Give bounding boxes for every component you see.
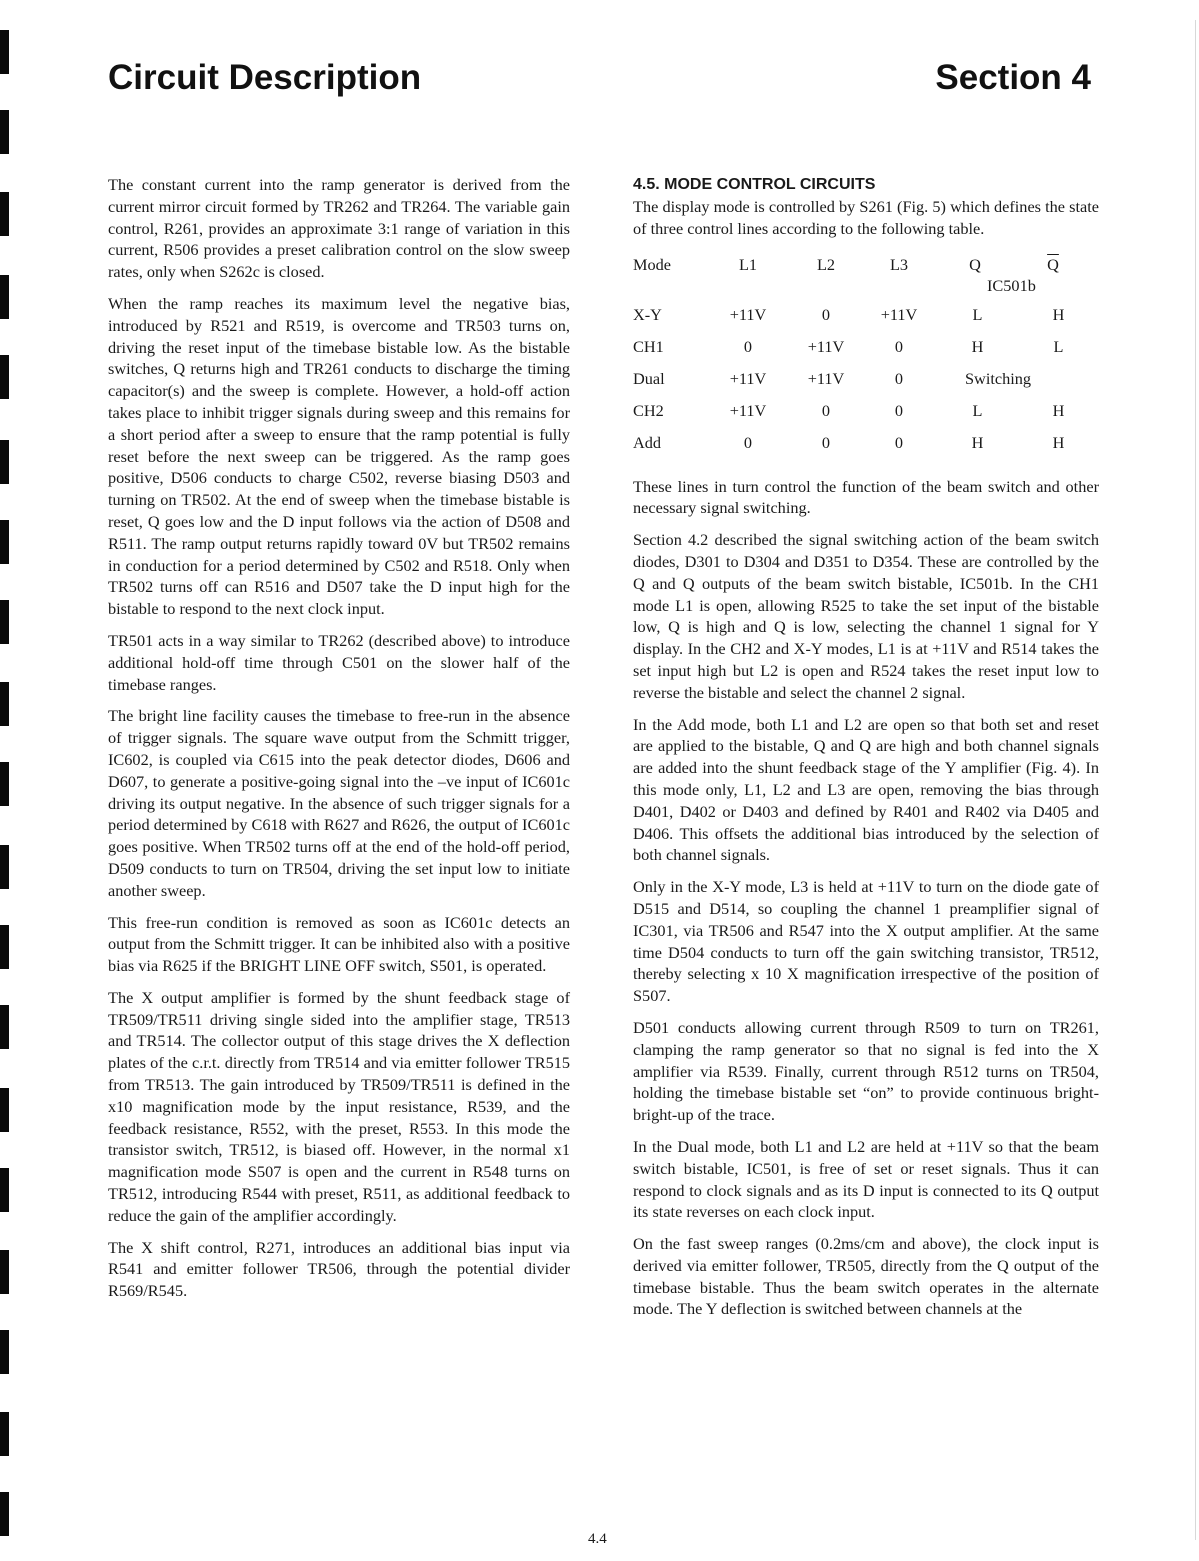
binder-mark	[0, 1250, 9, 1294]
table-row	[633, 304, 1099, 336]
table-cell: +11V	[807, 336, 845, 356]
table-subheader: IC501b	[987, 276, 1036, 296]
table-header: Mode	[633, 254, 671, 274]
paragraph: The X shift control, R271, introduces an additional bias input via R541 and emitter follower TR506, through the potential divider R569/R545.	[108, 1237, 570, 1301]
binder-mark	[0, 1330, 9, 1374]
table-header: L2	[816, 254, 836, 274]
table-cell: 0	[821, 432, 831, 452]
page-title: Circuit Description	[108, 58, 422, 97]
table-cell: +11V	[729, 368, 767, 388]
binder-mark	[0, 1005, 9, 1049]
table-header: L3	[889, 254, 909, 274]
binder-mark	[0, 440, 9, 484]
table-cell: H	[1052, 304, 1065, 324]
paragraph: This free-run condition is removed as soon as IC601c detects an output from the Schmitt trigger. It can be inhibited also with a positive bias via R625 if the BRIGHT LINE OFF switch, S501, is operated.	[108, 912, 570, 976]
section-heading: 4.5. MODE CONTROL CIRCUITS	[633, 176, 876, 193]
table-cell: L	[972, 400, 983, 420]
table-cell: 0	[743, 432, 753, 452]
table-cell: L	[972, 304, 983, 324]
table-row	[633, 432, 1099, 464]
paragraph: The X output amplifier is formed by the shunt feedback stage of TR509/TR511 driving single sided into the amplifier stage, TR513 and TR514. The collector output of this stage drives the X deflection plates of the c.r.t. directly from TR514 and via emitter follower TR515 from TR513. The gain introduced by TR509/TR511 is defined in the x10 magnification mode by the input resistance, R539, and the feedback resistance, R552, with the preset, R553. In this mode the transistor switch, TR512, is biased off. However, in the normal x1 magnification mode S507 is open and the current in R548 turns on TR512, introducing R544 with preset, R511, as additional feedback to reduce the gain of the amplifier accordingly.	[108, 987, 570, 1225]
table-header-row	[633, 254, 1099, 304]
left-column	[108, 174, 570, 1312]
page-number: 4.4	[588, 1531, 607, 1547]
table-cell: CH2	[633, 400, 664, 420]
table-cell: Dual	[633, 368, 665, 388]
table-row	[633, 336, 1099, 368]
table-row	[633, 368, 1099, 400]
table-cell: Switching	[965, 368, 1032, 388]
table-row	[633, 400, 1099, 432]
table-cell: 0	[743, 336, 753, 356]
table-cell: +11V	[729, 304, 767, 324]
binder-mark	[0, 110, 9, 154]
paragraph: On the fast sweep ranges (0.2ms/cm and above), the clock input is derived via emitter follower, TR505, directly from the Q output of the timebase bistable. Thus the beam switch operates in the alternate mode. The Y deflection is switched between channels at the	[633, 1234, 1099, 1319]
table-cell: +11V	[807, 368, 845, 388]
paragraph: Only in the X-Y mode, L3 is held at +11V to turn on the diode gate of D515 and D514, so coupling the channel 1 preamplifier signal of IC301, via TR506 and R547 into the X output amplifier. At the same time D504 conducts to turn off the gain switching transistor, TR512, thereby selecting x 10 X magnification irrespective of the position of S507.	[633, 877, 1099, 1006]
table-cell: 0	[821, 400, 831, 420]
table-cell: 0	[894, 336, 904, 356]
table-header-q-group	[937, 254, 1099, 304]
paragraph: TR501 acts in a way similar to TR262 (described above) to introduce additional hold-off time through C501 on the slower half of the timebase ranges.	[108, 630, 570, 694]
table-cell: 0	[821, 304, 831, 324]
paragraph: These lines in turn control the function of the beam switch and other necessary signal switching.	[633, 476, 1099, 518]
table-cell: 0	[894, 400, 904, 420]
binder-mark	[0, 925, 9, 969]
table-cell: +11V	[729, 400, 767, 420]
paragraph: The constant current into the ramp generator is derived from the current mirror circuit formed by TR262 and TR264. The variable gain control, R261, provides an approximate 3:1 range of variation in this current, R506 provides a preset calibration control on the slow sweep rates, only when S262c is closed.	[108, 175, 570, 282]
table-cell: H	[971, 336, 984, 356]
table-cell: L	[1053, 336, 1064, 356]
table-cell: X-Y	[633, 304, 662, 324]
table-header: $\overline{Q}$	[1047, 254, 1059, 274]
mode-table	[633, 254, 1099, 464]
table-header: L1	[738, 254, 758, 274]
binder-mark	[0, 1088, 9, 1132]
binder-mark	[0, 1412, 9, 1456]
paragraph: D501 conducts allowing current through R509 to turn on TR261, clamping the ramp generator so that no signal is fed into the X amplifier via R539. Finally, current through R512 turns on TR504, holding the timebase bistable set “on” to provide continuous bright-bright-up of the trace.	[633, 1017, 1099, 1125]
table-cell: H	[971, 432, 984, 452]
binder-mark	[0, 1168, 9, 1212]
table-cell: CH1	[633, 336, 664, 356]
table-cell: 0	[894, 432, 904, 452]
table-cell: H	[1052, 400, 1065, 420]
table-header: Q	[969, 254, 981, 274]
binder-mark	[0, 355, 9, 399]
section-label: Section 4	[935, 58, 1091, 97]
paragraph: When the ramp reaches its maximum level the negative bias, introduced by R521 and R519, is overcome and TR503 turns on, driving the reset input of the timebase bistable low. As the bistable switches, Q returns high and TR261 conducts to discharge the timing capacitor(s) and the sweep is complete. However, a hold-off action takes place to inhibit trigger signals during sweep and this remains for a short period after a sweep to ensure that the ramp potential is fully reset before the next sweep can be triggered. As the ramp goes positive, D506 conducts to charge C502, reverse biasing D503 and turning on TR502. At the end of sweep when the timebase bistable is reset, Q goes low and the D input follows via the action of D508 and R511. The ramp output returns rapidly toward 0V but TR502 remains in conduction for a period determined by C502 and R518. Only when TR502 turns off can R516 and D507 take the D input high for the bistable to respond to the next clock input.	[108, 293, 570, 619]
right-column	[633, 174, 1099, 1330]
paragraph: The bright line facility causes the timebase to free-run in the absence of trigger signals. The square wave output from the Schmitt trigger, IC602, is coupled via C615 into the peak detector diodes, D606 and D607, to generate a positive-going signal into the –ve input of IC601c driving its output negative. In the absence of such trigger signals for a period determined by C618 with R627 and R626, the output of IC601c goes positive. When TR502 turns off at the end of the hold-off period, D509 conducts to turn on TR504, driving the set input low to initiate another sweep.	[108, 706, 570, 900]
binder-mark	[0, 275, 9, 319]
paragraph: The display mode is controlled by S261 (Fig. 5) which defines the state of three control lines according to the following table.	[633, 197, 1099, 238]
binder-mark	[0, 682, 9, 726]
table-cell: 0	[894, 368, 904, 388]
table-cell: Add	[633, 432, 662, 452]
paragraph: In the Add mode, both L1 and L2 are open so that both set and reset are applied to the bistable, Q and Q are high and both channel signals are added into the shunt feedback stage of the Y amplifier (Fig. 4). In this mode only, L1, L2 and L3 are open, removing the bias through D401, D402 or D403 and defined by R401 and R402 via D405 and D406. This offsets the additional bias introduced by the selection of both channel signals.	[633, 714, 1099, 865]
binder-mark	[0, 30, 9, 74]
page-edge	[1195, 20, 1196, 1540]
binder-mark	[0, 845, 9, 889]
binder-mark	[0, 1492, 9, 1536]
table-cell: +11V	[880, 304, 918, 324]
paragraph: In the Dual mode, both L1 and L2 are held at +11V so that the beam switch bistable, IC501, is free of set or reset signals. Thus it can respond to clock signals and as its D input is connected to its Q output its state reverses on each clock input.	[633, 1136, 1099, 1222]
table-cell: H	[1052, 432, 1065, 452]
binder-mark	[0, 762, 9, 806]
binder-mark	[0, 192, 9, 236]
paragraph: Section 4.2 described the signal switching action of the beam switch diodes, D301 to D304 and D351 to D354. These are controlled by the Q and Q outputs of the beam switch bistable, IC501b. In the CH1 mode L1 is open, allowing R525 to take the set input of the bistable low, Q is high and Q is low, selecting the channel 1 signal for Y display. In the CH2 and X-Y modes, L1 is at +11V and R514 takes the set input high but L2 is open and R524 takes the reset input low to reverse the bistable and select the channel 2 signal.	[633, 530, 1099, 702]
binder-mark	[0, 520, 9, 564]
binder-mark	[0, 600, 9, 644]
